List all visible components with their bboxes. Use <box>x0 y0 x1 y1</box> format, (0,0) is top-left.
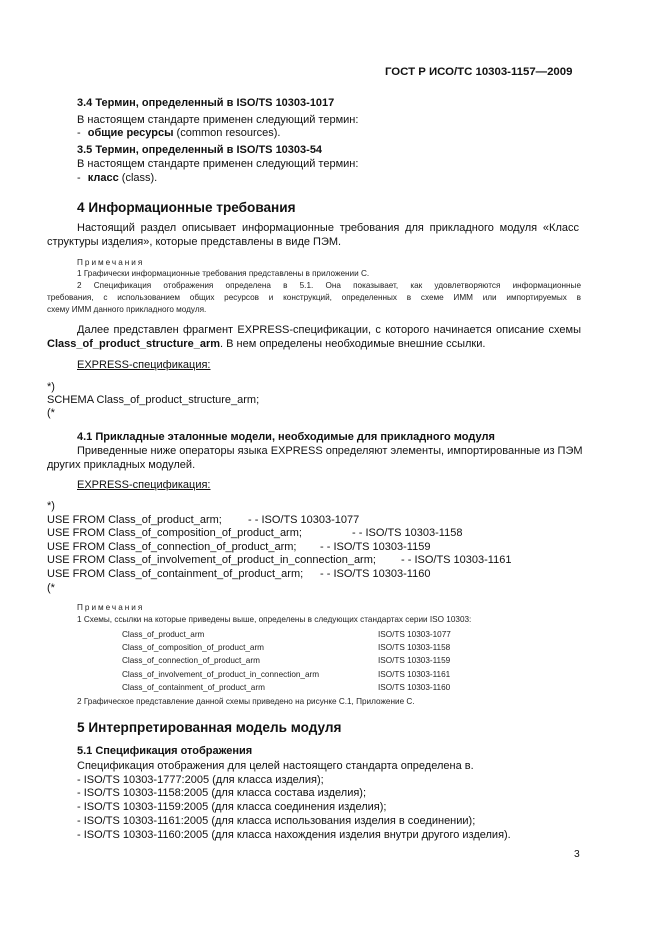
use-reference: - - ISO/TS 10303-1160 <box>320 568 431 580</box>
note-graphic-representation: 2 Графическое представление данной схемы приведено на рисунке С.1, Приложение С. <box>77 697 415 706</box>
mapping-list-item: - ISO/TS 10303-1777:2005 (для класса изделия); <box>77 774 324 786</box>
note-2-line-1: 2 Спецификация отображения определена в 5.1. Она показывает, как удовлетворяются информационные <box>77 281 581 290</box>
section-4-heading: 4 Информационные требования <box>77 200 296 215</box>
use-statement: USE FROM Class_of_involvement_of_product_in_connection_arm; <box>47 554 376 566</box>
bullet-dash: - <box>77 172 81 184</box>
code-schema-declaration: SCHEMA Class_of_product_structure_arm; <box>47 394 260 406</box>
section-4-1-para-line-1: Приведенные ниже операторы языка EXPRESS определяют элементы, импортированные из ПЭМ <box>77 445 583 457</box>
notes-label: Примечания <box>77 258 145 267</box>
note-1: 1 Графически информационные требования представлены в приложении С. <box>77 269 370 278</box>
note-2-line-2: требования, с использованием общих ресурсов и конструкций, определенных в схеме ИММ или импортируемых в <box>47 293 581 302</box>
note-schemas: 1 Схемы, ссылки на которые приведены выше, определены в следующих стандартах серии ISO 10303: <box>77 615 472 624</box>
code-comment-close-2: (* <box>47 582 55 594</box>
code-comment-close: (* <box>47 407 55 419</box>
express-intro-tail: . В нем определены необходимые внешние ссылки. <box>220 338 486 350</box>
code-comment-open-2: *) <box>47 500 55 512</box>
schema-name: Class_of_product_structure_arm <box>47 338 221 350</box>
use-reference: - - ISO/TS 10303-1158 <box>352 527 463 539</box>
note-table-schema: Class_of_product_arm <box>122 630 205 639</box>
note-2-line-3: схему ИММ данного прикладного модуля. <box>47 305 207 314</box>
section-3-4-intro: В настоящем стандарте применен следующий термин: <box>77 114 359 126</box>
page-number: 3 <box>574 849 580 860</box>
note-table-standard: ISO/TS 10303-1161 <box>378 670 451 679</box>
document-code-header: ГОСТ Р ИСО/ТС 10303-1157—2009 <box>385 66 573 78</box>
term-common-resources: общие ресурсы <box>87 127 174 139</box>
mapping-list-item: - ISO/TS 10303-1160:2005 (для класса нахождения изделия внутри другого изделия). <box>77 829 511 841</box>
express-spec-label: EXPRESS-спецификация: <box>77 359 211 371</box>
express-intro-line-1: Далее представлен фрагмент EXPRESS-спецификации, с которого начинается описание схемы <box>77 324 581 336</box>
section-5-1-heading: 5.1 Спецификация отображения <box>77 745 253 757</box>
express-intro-line-2 <box>47 338 485 351</box>
use-reference: - - ISO/TS 10303-1161 <box>401 554 512 566</box>
use-statement: USE FROM Class_of_product_arm; <box>47 514 222 526</box>
code-comment-open: *) <box>47 381 55 393</box>
mapping-list-item: - ISO/TS 10303-1159:2005 (для класса соединения изделия); <box>77 801 387 813</box>
express-spec-label-2: EXPRESS-спецификация: <box>77 479 211 491</box>
section-3-5-heading: 3.5 Термин, определенный в ISO/TS 10303-54 <box>77 144 323 156</box>
bullet-dash: - <box>77 127 81 139</box>
term-class: класс <box>87 172 119 184</box>
section-5-1-intro: Спецификация отображения для целей настоящего стандарта определена в. <box>77 760 474 772</box>
section-4-para-line-1: Настоящий раздел описывает информационные требования для прикладного модуля «Класс <box>77 222 579 234</box>
use-statement: USE FROM Class_of_composition_of_product_arm; <box>47 527 302 539</box>
note-table-schema: Class_of_involvement_of_product_in_connection_arm <box>122 670 320 679</box>
note-table-schema: Class_of_composition_of_product_arm <box>122 643 264 652</box>
mapping-list-item: - ISO/TS 10303-1161:2005 (для класса использования изделия в соединении); <box>77 815 476 827</box>
term-common-resources-en: (common resources). <box>173 127 281 139</box>
note-table-standard: ISO/TS 10303-1158 <box>378 643 451 652</box>
notes-label-2: Примечания <box>77 603 145 612</box>
note-table-standard: ISO/TS 10303-1077 <box>378 630 451 639</box>
section-3-5-term-item <box>77 172 157 185</box>
section-4-1-para-line-2: других прикладных модулей. <box>47 459 196 471</box>
use-reference: - - ISO/TS 10303-1077 <box>248 514 360 526</box>
note-table-schema: Class_of_containment_of_product_arm <box>122 683 265 692</box>
use-reference: - - ISO/TS 10303-1159 <box>320 541 431 553</box>
section-5-heading: 5 Интерпретированная модель модуля <box>77 720 342 735</box>
term-class-en: (class). <box>118 172 158 184</box>
section-4-1-heading: 4.1 Прикладные эталонные модели, необходимые для прикладного модуля <box>77 431 495 443</box>
use-statement: USE FROM Class_of_connection_of_product_arm; <box>47 541 297 553</box>
section-3-4-term-item <box>77 127 280 140</box>
use-statement: USE FROM Class_of_containment_of_product_arm; <box>47 568 304 580</box>
mapping-list-item: - ISO/TS 10303-1158:2005 (для класса состава изделия); <box>77 787 367 799</box>
section-4-para-line-2: структуры изделия», которые представлены в виде ПЭМ. <box>47 236 342 248</box>
note-table-schema: Class_of_connection_of_product_arm <box>122 656 260 665</box>
section-3-5-intro: В настоящем стандарте применен следующий термин: <box>77 158 359 170</box>
note-table-standard: ISO/TS 10303-1160 <box>378 683 451 692</box>
note-table-standard: ISO/TS 10303-1159 <box>378 656 451 665</box>
section-3-4-heading: 3.4 Термин, определенный в ISO/TS 10303-1017 <box>77 97 335 109</box>
